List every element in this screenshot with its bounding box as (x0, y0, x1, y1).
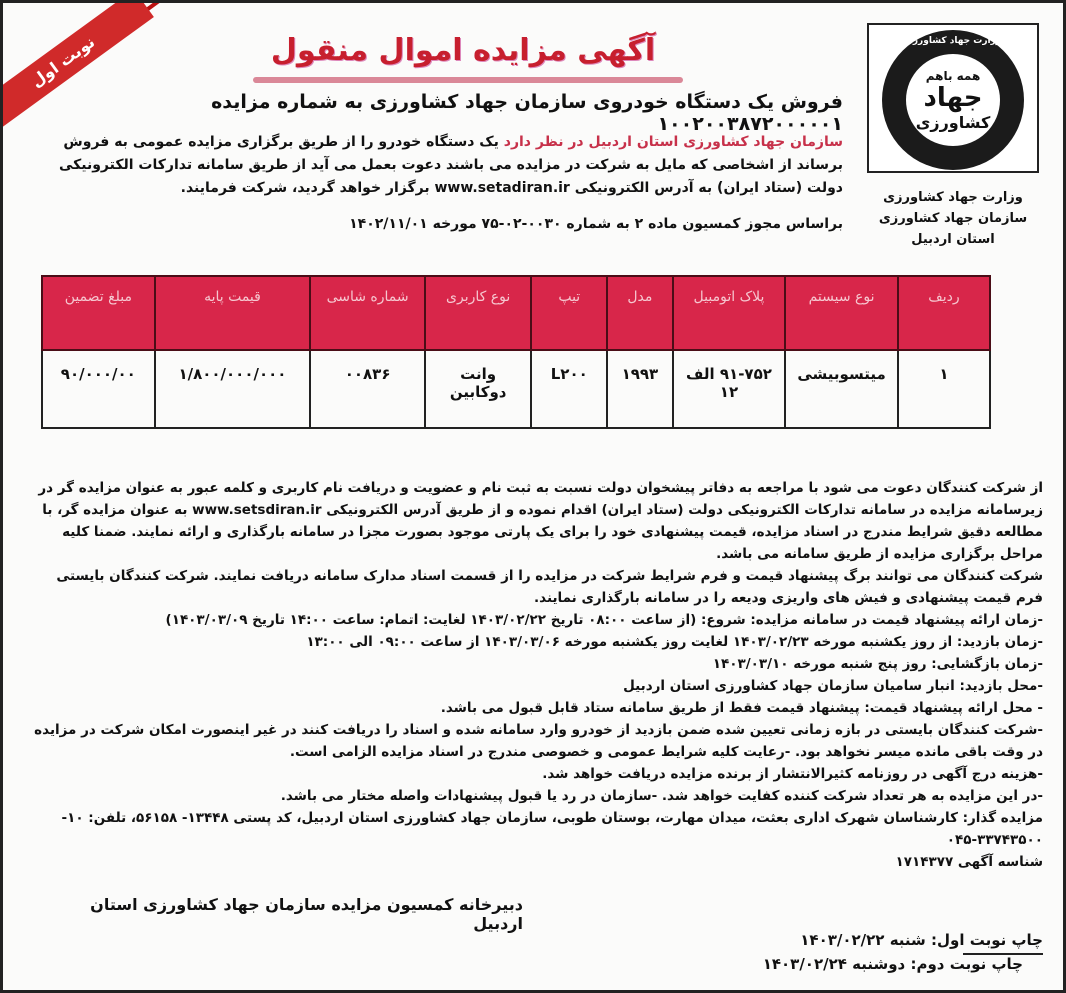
first-round-ribbon: نوبت اول (0, 0, 154, 135)
table-header: قیمت پایه (155, 276, 311, 350)
body-paragraph: -در این مزایده به هر تعداد شرکت کننده کفایت خواهد شد. -سازمان در رد یا قبول پیشنهادات واصله مختار می باشد. (280, 788, 1043, 804)
table-header: مبلغ تضمین (42, 276, 155, 350)
table-cell: L۲۰۰ (531, 350, 607, 428)
body-text (33, 477, 1043, 873)
body-paragraph: -محل بازدید: انبار سامیان سازمان جهاد کشاورزی استان اردبیل (623, 678, 1043, 694)
table-cell: ۱ (898, 350, 990, 428)
ministry-line3: استان اردبیل (911, 232, 995, 247)
body-paragraph: -زمان ارائه پیشنهاد قیمت در سامانه مزایده: شروع: (از ساعت ۰۸:۰۰ تاریخ ۱۴۰۳/۰۲/۲۲ لغایت: اتمام: ساعت ۱۴:۰۰ تاریخ ۱۴۰۳/۰۳/۰۹) (165, 612, 1043, 628)
table-header: مدل (607, 276, 673, 350)
logo-line2: جهاد (923, 82, 983, 113)
intro-organization: سازمان جهاد کشاورزی استان اردبیل در نظر دارد (503, 134, 843, 150)
table-cell: میتسوبیشی (785, 350, 898, 428)
table-header: نوع کاربری (425, 276, 531, 350)
logo-line3: کشاورزی (915, 112, 991, 132)
table-cell: ۱/۸۰۰/۰۰۰/۰۰۰ (155, 350, 311, 428)
body-paragraph: -زمان بازدید: از روز یکشنبه مورخه ۱۴۰۳/۰۲/۲۳ لغایت روز یکشنبه مورخه ۱۴۰۳/۰۳/۰۶ از ساعت ۰۹:۰۰ الی ۱۳:۰۰ (306, 634, 1043, 650)
intro-text: یک دستگاه خودرو را از طریق برگزاری مزایده عمومی به فروش برساند از اشخاصی که مایل به شرکت در مزایده می باشند دعوت بعمل می آید از طریق سامانه تدارکات الکترونیکی دولت (ستاد ایران) به آدرس الکترونیکی www.setadiran.ir برگزار خواهد گردید، شرکت فرمایند. (58, 134, 843, 196)
ministry-line1: وزارت جهاد کشاورزی (883, 190, 1023, 205)
intro-paragraph (47, 131, 843, 200)
logo-line1: همه باهم (925, 68, 981, 83)
body-paragraph: از شرکت کنندگان دعوت می شود با مراجعه به دفاتر پیشخوان دولت نسبت به ثبت نام و عضویت و دریافت نام کاربری و کلمه عبور به عنوان مزایده گر در زیرسامانه مزایده در سامانه تدارکات الکترونیکی دولت (ستاد ایران) اقدام نموده و از طریق آدرس الکترونیکی www.setsdiran.ir به عنوان مزایده گر، با مطالعه دقیق شرایط مندرج در اسناد مزایده، قیمت پیشنهادی خود را برای یک پارتی موجود بصورت مجزا در سامانه بارگذاری و ارائه نمایند. ضمنا کلیه مراحل برگزاری مزایده از طریق سامانه می باشد. (38, 480, 1043, 562)
body-paragraph: مزایده گذار: کارشناسان شهرک اداری بعثت، میدان مهارت، بوستان طوبی، سازمان جهاد کشاورزی استان اردبیل، کد پستی ۱۳۴۴۸- ۵۶۱۵۸، تلفن: ۱۰- ۳۳۷۴۳۵۰۰-۰۴۵ (61, 810, 1043, 848)
license-line: براساس مجوز کمسیون ماده ۲ به شماره ۰۰۳۰-۰۲-۷۵ مورخه ۱۴۰۲/۱۱/۰۱ (349, 216, 843, 232)
title-underline (253, 77, 683, 83)
table-header: تیپ (531, 276, 607, 350)
print-date-first: چاپ نوبت اول: شنبه ۱۴۰۳/۰۲/۲۲ (800, 931, 1043, 949)
table-header: شماره شاسی (310, 276, 425, 350)
logo-inner (906, 54, 1000, 146)
items-table (41, 275, 991, 429)
body-paragraph: شرکت کنندگان می توانند برگ پیشنهاد قیمت و فرم شرایط شرکت در مزایده را از قسمت اسناد مدارک سامانه دریافت نمایند. شرکت کنندگان بایستی فرم قیمت پیشنهادی و فیش های واریزی ودیعه را در سامانه بارگذاری نمایند. (56, 568, 1043, 606)
table-cell: ۹۰/۰۰۰/۰۰ (42, 350, 155, 428)
body-paragraph: شناسه آگهی ۱۷۱۴۳۷۷ (895, 854, 1043, 870)
body-paragraph: -هزینه درج آگهی در روزنامه کثیرالانتشار از برنده مزایده دریافت خواهد شد. (542, 766, 1043, 782)
table-cell: وانت دوکابین (425, 350, 531, 428)
table-cell: ۹۱-۷۵۲ الف ۱۲ (673, 350, 786, 428)
table-header-row (42, 276, 990, 350)
auction-subtitle: فروش یک دستگاه خودروی سازمان جهاد کشاورزی به شماره مزایده ۱۰۰۲۰۰۳۸۷۲۰۰۰۰۰۱ (211, 91, 843, 135)
table-row (42, 350, 990, 428)
print-date-second: چاپ نوبت دوم: دوشنبه ۱۴۰۳/۰۲/۲۴ (762, 955, 1023, 973)
table-header: نوع سیستم (785, 276, 898, 350)
logo-circle (882, 30, 1024, 170)
body-paragraph: - محل ارائه پیشنهاد قیمت: پیشنهاد قیمت فقط از طریق سامانه ستاد قابل قبول می باشد. (440, 700, 1043, 716)
table-cell: ۰۰۸۳۶ (310, 350, 425, 428)
page-title: آگهی مزایده اموال منقول (270, 33, 656, 68)
table-cell: ۱۹۹۳ (607, 350, 673, 428)
body-paragraph: -زمان بازگشایی: روز پنج شنبه مورخه ۱۴۰۳/۰۳/۱۰ (712, 656, 1043, 672)
logo-ring-text: وزارت جهاد کشاورزی (904, 36, 1002, 46)
table-header: پلاک اتومبیل (673, 276, 786, 350)
table-header: ردیف (898, 276, 990, 350)
secretariat-signature: دبیرخانه کمسیون مزایده سازمان جهاد کشاورزی استان اردبیل (90, 895, 523, 933)
body-paragraph: -شرکت کنندگان بایستی در بازه زمانی تعیین شده ضمن بازدید از خودرو وارد سامانه شده و اسناد را دریافت کنند در غیر اینصورت امکان شرکت در مزایده در وقت باقی مانده میسر نخواهد بود. -رعایت کلیه شرایط عمومی و خصوصی مندرج در اسناد مزایده الزامی است. (34, 722, 1043, 760)
ministry-logo (867, 23, 1039, 173)
ministry-line2: سازمان جهاد کشاورزی (878, 211, 1028, 226)
ministry-block (867, 187, 1039, 250)
